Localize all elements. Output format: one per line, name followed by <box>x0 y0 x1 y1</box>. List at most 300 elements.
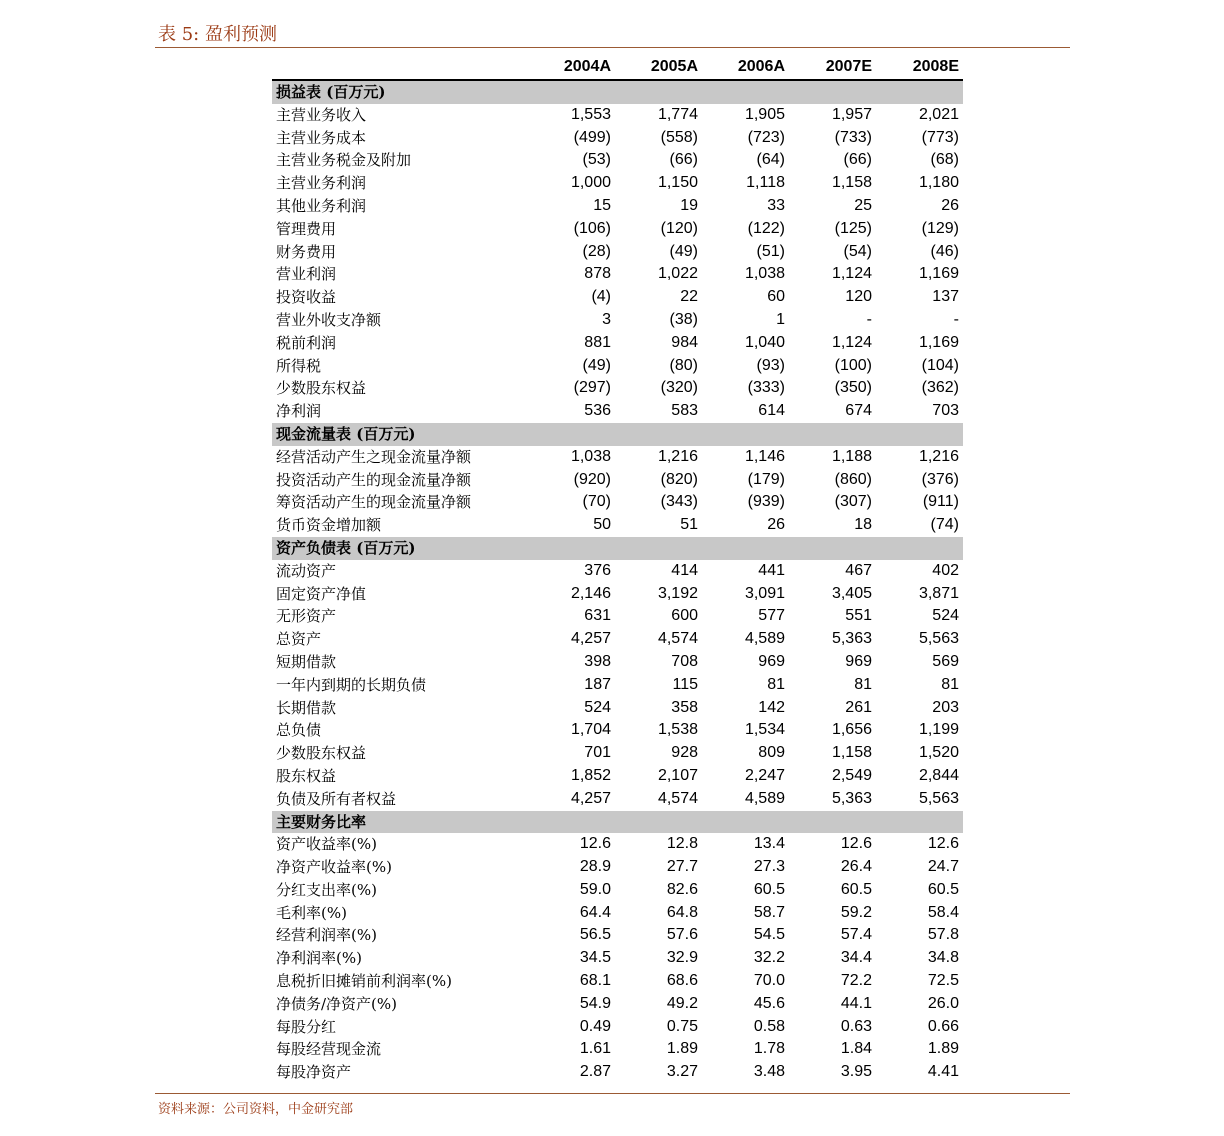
value-cell: 674 <box>845 402 872 420</box>
section-header-row <box>272 811 963 834</box>
top-rule <box>155 47 1070 48</box>
value-cell: 358 <box>671 698 698 716</box>
table-row <box>272 1061 963 1084</box>
section-title: 资产负债表 (百万元) <box>272 537 528 560</box>
value-cell: 1,118 <box>746 174 785 192</box>
row-label: 经营利润率(%) <box>276 926 377 945</box>
value-cell: 12.8 <box>666 835 698 853</box>
value-cell: 1,180 <box>918 174 959 192</box>
year-header: 2008E <box>876 56 963 80</box>
value-cell: 4,257 <box>570 630 611 648</box>
table-row <box>272 469 963 492</box>
value-cell: 1,000 <box>570 174 611 192</box>
value-cell: 60.5 <box>927 880 959 898</box>
section-header-blank <box>528 423 615 446</box>
value-cell: 1,852 <box>570 766 611 784</box>
value-cell: 1,216 <box>657 447 698 465</box>
value-cell: 1,169 <box>918 265 959 283</box>
value-cell: (38) <box>669 310 698 328</box>
value-cell: 59.2 <box>840 903 872 921</box>
section-header-blank <box>789 811 876 834</box>
section-header-blank <box>702 811 789 834</box>
value-cell: 577 <box>758 607 785 625</box>
value-cell: 1,169 <box>918 333 959 351</box>
value-cell: 708 <box>671 652 698 670</box>
value-cell: 1,188 <box>831 447 872 465</box>
section-header-row <box>272 537 963 560</box>
table-row <box>272 856 963 879</box>
row-label: 税前利润 <box>276 333 337 352</box>
table-row <box>272 674 963 697</box>
value-cell: 1,656 <box>831 721 872 739</box>
row-label: 货币资金增加额 <box>276 516 382 535</box>
value-cell: 33 <box>767 196 785 214</box>
value-cell: - <box>866 310 872 328</box>
year-header: 2005A <box>615 56 702 80</box>
value-cell: 1,957 <box>831 105 872 123</box>
value-cell: 72.5 <box>927 972 959 990</box>
value-cell: 72.2 <box>840 972 872 990</box>
value-cell: 1.84 <box>840 1040 872 1058</box>
value-cell: (120) <box>660 219 698 237</box>
section-header-blank <box>615 80 702 104</box>
row-label: 固定资产净值 <box>276 584 367 603</box>
value-cell: 57.6 <box>666 926 698 944</box>
row-label: 营业利润 <box>276 265 337 284</box>
value-cell: 2,107 <box>657 766 698 784</box>
value-cell: (49) <box>582 356 611 374</box>
row-label: 净利润 <box>276 402 322 421</box>
value-cell: 26 <box>941 196 959 214</box>
table-caption: 表 5: 盈利预测 <box>158 24 277 45</box>
value-cell: 18 <box>854 516 872 534</box>
table-row <box>272 149 963 172</box>
value-cell: 3,871 <box>918 584 959 602</box>
value-cell: 1,905 <box>744 105 785 123</box>
value-cell: 1.61 <box>579 1040 611 1058</box>
value-cell: 0.63 <box>840 1017 872 1035</box>
value-cell: (350) <box>834 379 872 397</box>
row-label: 经营活动产生之现金流量净额 <box>276 447 472 466</box>
value-cell: (297) <box>573 379 611 397</box>
value-cell: 5,363 <box>831 789 872 807</box>
value-cell: 4.41 <box>927 1063 959 1081</box>
value-cell: 1,553 <box>570 105 611 123</box>
row-label: 少数股东权益 <box>276 379 367 398</box>
value-cell: 115 <box>672 675 698 693</box>
value-cell: 701 <box>584 744 611 762</box>
value-cell: (333) <box>747 379 785 397</box>
section-header-blank <box>789 537 876 560</box>
section-header-blank <box>789 423 876 446</box>
section-title: 现金流量表 (百万元) <box>272 423 528 446</box>
value-cell: (558) <box>660 128 698 146</box>
row-label: 分红支出率(%) <box>276 880 377 899</box>
value-cell: 1,538 <box>657 721 698 739</box>
value-cell: 64.8 <box>666 903 698 921</box>
value-cell: 398 <box>584 652 611 670</box>
value-cell: 24.7 <box>927 858 959 876</box>
table-row <box>272 605 963 628</box>
row-label: 一年内到期的长期负债 <box>276 675 427 694</box>
value-cell: 82.6 <box>666 880 698 898</box>
value-cell: 1,774 <box>657 105 698 123</box>
row-label: 毛利率(%) <box>276 903 347 922</box>
value-cell: 881 <box>584 333 611 351</box>
table-row <box>272 1038 963 1061</box>
section-header-blank <box>789 80 876 104</box>
value-cell: 26.4 <box>840 858 872 876</box>
row-label: 净利润率(%) <box>276 949 362 968</box>
value-cell: 4,574 <box>657 789 698 807</box>
value-cell: 50 <box>593 516 611 534</box>
table-row <box>272 332 963 355</box>
row-label: 主营业务收入 <box>276 105 367 124</box>
row-label: 财务费用 <box>276 242 337 261</box>
value-cell: 583 <box>671 402 698 420</box>
section-header-blank <box>528 811 615 834</box>
value-cell: 376 <box>584 561 611 579</box>
section-header-blank <box>528 80 615 104</box>
value-cell: (51) <box>756 242 785 260</box>
value-cell: 60 <box>767 288 785 306</box>
value-cell: (122) <box>747 219 785 237</box>
table-row <box>272 993 963 1016</box>
section-header-blank <box>528 537 615 560</box>
table-row <box>272 833 963 856</box>
row-label: 投资收益 <box>276 288 337 307</box>
value-cell: 2,549 <box>831 766 872 784</box>
table-row <box>272 765 963 788</box>
section-header-row <box>272 80 963 104</box>
value-cell: 187 <box>584 675 611 693</box>
value-cell: 969 <box>845 652 872 670</box>
value-cell: 402 <box>932 561 959 579</box>
value-cell: 1,038 <box>570 447 611 465</box>
section-header-blank <box>615 537 702 560</box>
value-cell: 569 <box>932 652 959 670</box>
table-row <box>272 924 963 947</box>
value-cell: 19 <box>680 196 698 214</box>
value-cell: 203 <box>932 698 959 716</box>
value-cell: 1,158 <box>831 744 872 762</box>
value-cell: 81 <box>854 675 872 693</box>
value-cell: 467 <box>845 561 872 579</box>
table-row <box>272 742 963 765</box>
value-cell: 0.66 <box>927 1017 959 1035</box>
value-cell: (46) <box>930 242 959 260</box>
value-cell: 928 <box>671 744 698 762</box>
table-row <box>272 583 963 606</box>
table-row <box>272 491 963 514</box>
value-cell: 3.48 <box>753 1063 785 1081</box>
value-cell: 614 <box>758 402 785 420</box>
value-cell: 261 <box>845 698 872 716</box>
value-cell: 1,199 <box>918 721 959 739</box>
value-cell: 49.2 <box>666 994 698 1012</box>
row-label: 长期借款 <box>276 698 337 717</box>
value-cell: 15 <box>593 196 611 214</box>
value-cell: 3.27 <box>666 1063 698 1081</box>
value-cell: 26 <box>767 516 785 534</box>
value-cell: (54) <box>843 242 872 260</box>
year-header-row <box>272 56 963 80</box>
row-label: 净债务/净资产(%) <box>276 994 398 1013</box>
value-cell: (104) <box>921 356 959 374</box>
row-label: 短期借款 <box>276 652 337 671</box>
value-cell: 0.58 <box>753 1017 785 1035</box>
value-cell: 68.6 <box>666 972 698 990</box>
value-cell: 2,021 <box>918 105 959 123</box>
value-cell: (499) <box>573 128 611 146</box>
value-cell: 2,146 <box>570 584 611 602</box>
row-label: 主营业务税金及附加 <box>276 151 412 170</box>
row-label: 息税折旧摊销前利润率(%) <box>276 972 452 991</box>
value-cell: 27.3 <box>753 858 785 876</box>
row-label: 总负债 <box>276 721 322 740</box>
value-cell: 59.0 <box>579 880 611 898</box>
section-header-blank <box>876 811 963 834</box>
value-cell: 22 <box>680 288 698 306</box>
value-cell: 0.49 <box>579 1017 611 1035</box>
table-row <box>272 788 963 811</box>
table-row <box>272 286 963 309</box>
row-label: 少数股东权益 <box>276 744 367 763</box>
row-label: 筹资活动产生的现金流量净额 <box>276 493 472 512</box>
table-row <box>272 355 963 378</box>
value-cell: 56.5 <box>579 926 611 944</box>
value-cell: 60.5 <box>840 880 872 898</box>
value-cell: 64.4 <box>579 903 611 921</box>
source-note: 资料来源：公司资料，中金研究部 <box>158 1102 354 1117</box>
table-row <box>272 560 963 583</box>
section-header-blank <box>702 80 789 104</box>
value-cell: 5,563 <box>918 630 959 648</box>
value-cell: 4,574 <box>657 630 698 648</box>
value-cell: 32.9 <box>666 949 698 967</box>
value-cell: (70) <box>582 493 611 511</box>
value-cell: 12.6 <box>840 835 872 853</box>
value-cell: 27.7 <box>666 858 698 876</box>
value-cell: (66) <box>669 151 698 169</box>
section-header-blank <box>615 423 702 446</box>
header-blank-cell <box>272 56 528 80</box>
table-row <box>272 127 963 150</box>
value-cell: 51 <box>680 516 698 534</box>
value-cell: 969 <box>758 652 785 670</box>
value-cell: 1,124 <box>831 265 872 283</box>
value-cell: 2.87 <box>579 1063 611 1081</box>
value-cell: 142 <box>758 698 785 716</box>
table-row <box>272 309 963 332</box>
value-cell: 57.4 <box>840 926 872 944</box>
value-cell: 26.0 <box>927 994 959 1012</box>
value-cell: 1,022 <box>657 265 698 283</box>
value-cell: 34.8 <box>927 949 959 967</box>
value-cell: 1,146 <box>744 447 785 465</box>
row-label: 负债及所有者权益 <box>276 789 397 808</box>
table-row <box>272 628 963 651</box>
table-row <box>272 879 963 902</box>
value-cell: 441 <box>758 561 785 579</box>
value-cell: 5,563 <box>918 789 959 807</box>
value-cell: 13.4 <box>753 835 785 853</box>
row-label: 总资产 <box>276 630 322 649</box>
value-cell: (723) <box>747 128 785 146</box>
value-cell: (939) <box>747 493 785 511</box>
row-label: 投资活动产生的现金流量净额 <box>276 470 472 489</box>
section-header-blank <box>876 423 963 446</box>
year-header: 2007E <box>789 56 876 80</box>
value-cell: 1 <box>776 310 785 328</box>
value-cell: (66) <box>843 151 872 169</box>
value-cell: 551 <box>845 607 872 625</box>
row-label: 每股净资产 <box>276 1063 352 1082</box>
section-title: 主要财务比率 <box>272 811 528 834</box>
value-cell: (773) <box>921 128 959 146</box>
value-cell: 81 <box>767 675 785 693</box>
table-row <box>272 446 963 469</box>
bottom-rule <box>155 1093 1070 1094</box>
row-label: 营业外收支净额 <box>276 310 382 329</box>
table-row <box>272 195 963 218</box>
value-cell: (53) <box>582 151 611 169</box>
value-cell: 32.2 <box>753 949 785 967</box>
value-cell: 1,038 <box>744 265 785 283</box>
value-cell: 1,704 <box>570 721 611 739</box>
value-cell: (100) <box>834 356 872 374</box>
row-label: 主营业务成本 <box>276 128 367 147</box>
earnings-forecast-table <box>272 56 963 1084</box>
row-label: 流动资产 <box>276 561 337 580</box>
row-label: 股东权益 <box>276 766 337 785</box>
value-cell: 1,158 <box>831 174 872 192</box>
value-cell: 34.5 <box>579 949 611 967</box>
value-cell: 2,844 <box>918 766 959 784</box>
table-row <box>272 970 963 993</box>
value-cell: 81 <box>941 675 959 693</box>
row-label: 资产收益率(%) <box>276 835 377 854</box>
row-label: 无形资产 <box>276 607 337 626</box>
value-cell: 703 <box>932 402 959 420</box>
section-header-row <box>272 423 963 446</box>
value-cell: 631 <box>584 607 611 625</box>
value-cell: (28) <box>582 242 611 260</box>
value-cell: 1,124 <box>831 333 872 351</box>
value-cell: - <box>953 310 959 328</box>
section-header-blank <box>702 537 789 560</box>
value-cell: 1.78 <box>753 1040 785 1058</box>
value-cell: 54.5 <box>753 926 785 944</box>
section-title: 损益表 (百万元) <box>272 80 528 104</box>
value-cell: (74) <box>930 516 959 534</box>
value-cell: 60.5 <box>753 880 785 898</box>
value-cell: (920) <box>573 470 611 488</box>
section-header-blank <box>702 423 789 446</box>
value-cell: (343) <box>660 493 698 511</box>
value-cell: (733) <box>834 128 872 146</box>
value-cell: 3,091 <box>744 584 785 602</box>
table-row <box>272 1016 963 1039</box>
table-row <box>272 104 963 127</box>
value-cell: 2,247 <box>744 766 785 784</box>
value-cell: 1.89 <box>666 1040 698 1058</box>
value-cell: 1,150 <box>657 174 698 192</box>
value-cell: (49) <box>669 242 698 260</box>
table-header <box>272 56 963 80</box>
value-cell: 878 <box>584 265 611 283</box>
value-cell: 3.95 <box>840 1063 872 1081</box>
value-cell: 1,040 <box>744 333 785 351</box>
row-label: 主营业务利润 <box>276 174 367 193</box>
value-cell: 600 <box>671 607 698 625</box>
value-cell: 54.9 <box>579 994 611 1012</box>
table-row <box>272 514 963 537</box>
value-cell: (64) <box>756 151 785 169</box>
value-cell: 524 <box>932 607 959 625</box>
section-header-blank <box>876 537 963 560</box>
table-row <box>272 218 963 241</box>
value-cell: 57.8 <box>927 926 959 944</box>
value-cell: (80) <box>669 356 698 374</box>
section-header-blank <box>615 811 702 834</box>
value-cell: 34.4 <box>840 949 872 967</box>
value-cell: (129) <box>921 219 959 237</box>
value-cell: 4,257 <box>570 789 611 807</box>
row-label: 管理费用 <box>276 219 337 238</box>
value-cell: (106) <box>573 219 611 237</box>
value-cell: 3,405 <box>831 584 872 602</box>
table-row <box>272 263 963 286</box>
value-cell: 120 <box>845 288 872 306</box>
value-cell: (860) <box>834 470 872 488</box>
value-cell: 58.7 <box>753 903 785 921</box>
table-row <box>272 400 963 423</box>
year-header: 2006A <box>702 56 789 80</box>
table-row <box>272 719 963 742</box>
value-cell: 1,534 <box>744 721 785 739</box>
table-row <box>272 377 963 400</box>
value-cell: 536 <box>584 402 611 420</box>
value-cell: 44.1 <box>840 994 872 1012</box>
row-label: 其他业务利润 <box>276 196 367 215</box>
value-cell: 28.9 <box>579 858 611 876</box>
table-row <box>272 697 963 720</box>
value-cell: 4,589 <box>744 630 785 648</box>
value-cell: (125) <box>834 219 872 237</box>
value-cell: (376) <box>921 470 959 488</box>
value-cell: 58.4 <box>927 903 959 921</box>
row-label: 所得税 <box>276 356 322 375</box>
value-cell: (820) <box>660 470 698 488</box>
value-cell: 809 <box>758 744 785 762</box>
section-header-blank <box>876 80 963 104</box>
table-row <box>272 172 963 195</box>
value-cell: 137 <box>932 288 959 306</box>
value-cell: 3,192 <box>657 584 698 602</box>
value-cell: (307) <box>834 493 872 511</box>
table-row <box>272 241 963 264</box>
value-cell: 0.75 <box>666 1017 698 1035</box>
value-cell: (68) <box>930 151 959 169</box>
value-cell: 12.6 <box>579 835 611 853</box>
value-cell: 524 <box>584 698 611 716</box>
value-cell: (93) <box>756 356 785 374</box>
value-cell: 1,216 <box>918 447 959 465</box>
value-cell: 68.1 <box>579 972 611 990</box>
table-row <box>272 947 963 970</box>
row-label: 每股经营现金流 <box>276 1040 382 1059</box>
